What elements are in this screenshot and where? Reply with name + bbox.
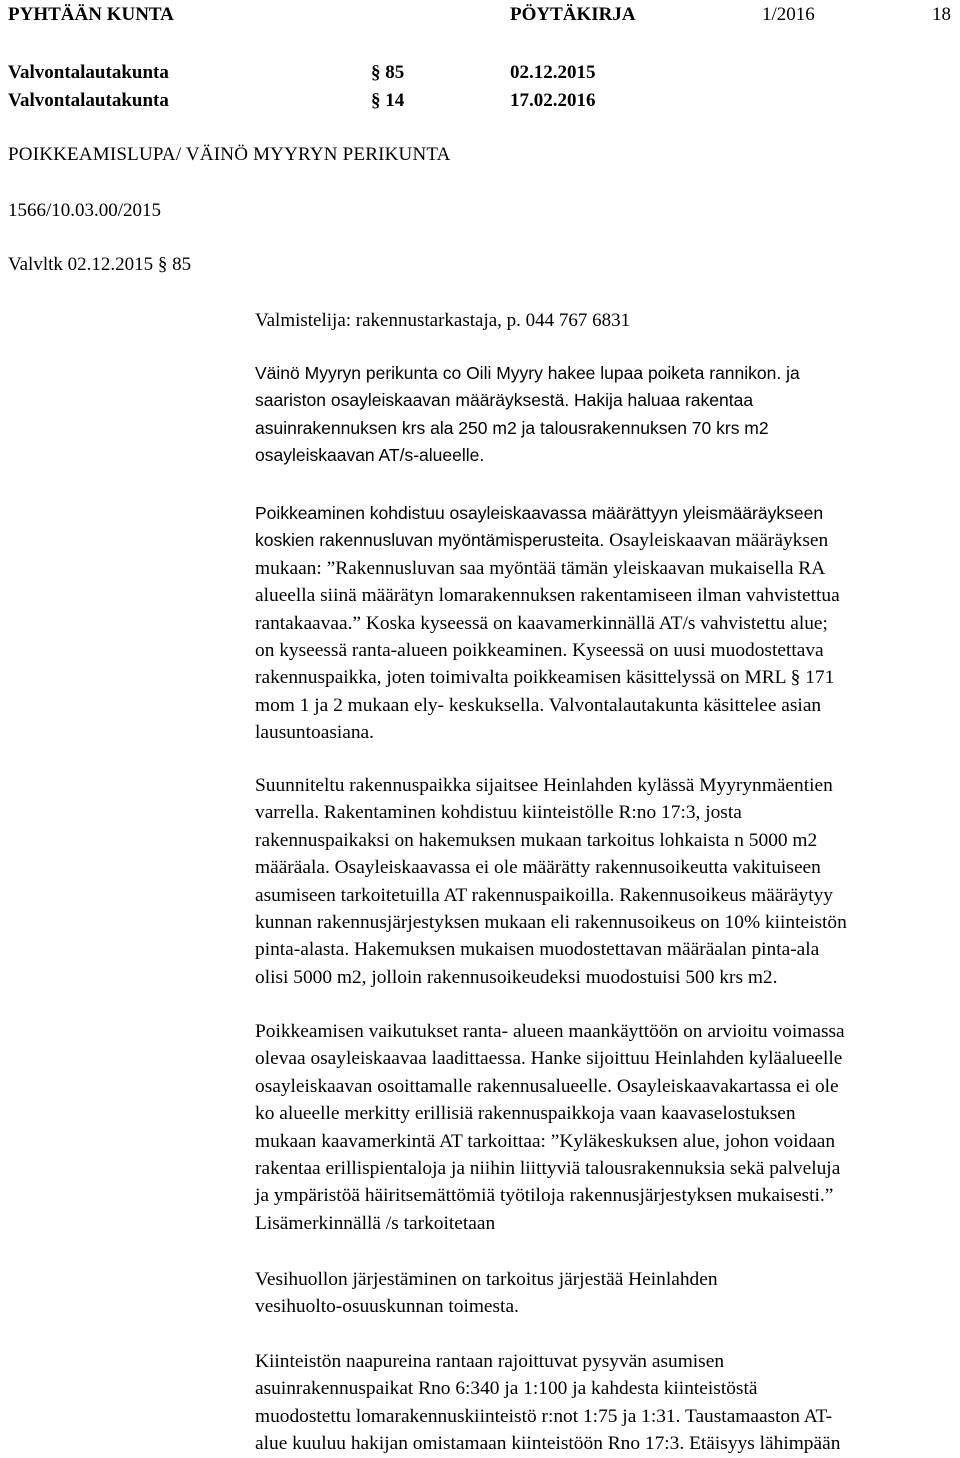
paragraph-line: mom 1 ja 2 mukaan ely- keskuksella. Valvontalautakunta käsittelee asian <box>255 694 822 716</box>
document-number: 1/2016 <box>762 4 815 25</box>
meeting-section-2: § 14 <box>371 90 405 111</box>
document-title: POIKKEAMISLUPA/ VÄINÖ MYYRYN PERIKUNTA <box>8 144 451 165</box>
paragraph-line: ja ympäristöä häiritsemättömiä työtiloja rakennusjärjestyksen mukaisesti.” <box>255 1185 834 1207</box>
paragraph-line: lausuntoasiana. <box>255 722 375 744</box>
meeting-board-2: Valvontalautakunta <box>8 90 169 111</box>
paragraph-line: varrella. Rakentaminen kohdistuu kiinteistölle R:no 17:3, josta <box>255 802 742 824</box>
paragraph-3 <box>255 772 960 991</box>
paragraph-line-part: koskien rakennusluvan myöntämisperusteita. <box>255 530 605 551</box>
municipality-name: PYHTÄÄN KUNTA <box>8 4 174 25</box>
paragraph-line: ko alueelle merkitty erillisiä rakennuspaikkoja vaan kaavaselostuksen <box>255 1103 796 1125</box>
paragraph-4 <box>255 1018 960 1237</box>
paragraph-line: Suunniteltu rakennuspaikka sijaitsee Heinlahden kylässä Myyrynmäentien <box>255 775 833 796</box>
case-number: 1566/10.03.00/2015 <box>8 200 162 221</box>
meeting-board-1: Valvontalautakunta <box>8 62 169 83</box>
paragraph-1 <box>255 360 960 470</box>
paragraph-line: asumiseen tarkoitetuilla AT rakennuspaikoilla. Rakennusoikeus määräytyy <box>255 884 833 906</box>
paragraph-line: rantakaavaa.” Koska kyseessä on kaavamerkinnällä AT/s vahvistettu alue; <box>255 612 828 634</box>
paragraph-line: saariston osayleiskaavan määräyksestä. Hakija haluaa rakentaa <box>255 390 754 411</box>
paragraph-line: on kyseessä ranta-alueen poikkeaminen. Kyseessä on uusi muodostettava <box>255 640 824 662</box>
page-number: 18 <box>932 4 951 25</box>
paragraph-line: rakentaa erillispientaloja ja niihin liittyviä talousrakennuksia sekä palveluja <box>255 1158 841 1180</box>
paragraph-5 <box>255 1266 960 1321</box>
paragraph-line: olisi 5000 m2, jolloin rakennusoikeudeksi muodostuisi 500 krs m2. <box>255 966 778 988</box>
paragraph-line: vesihuolto-osuuskunnan toimesta. <box>255 1296 519 1318</box>
paragraph-line: mukaan kaavamerkintä AT tarkoittaa: ”Kyläkeskuksen alue, johon voidaan <box>255 1130 836 1152</box>
paragraph-line: rakennuspaikka, joten toimivalta poikkeamisen käsittelyssä on MRL § 171 <box>255 667 835 689</box>
paragraph-line-part: Osayleiskaavan määräyksen <box>609 530 829 552</box>
paragraph-line: Kiinteistön naapureina rantaan rajoittuvat pysyvän asumisen <box>255 1351 725 1372</box>
paragraph-line: asuinrakennuksen krs ala 250 m2 ja talousrakennuksen 70 krs m2 <box>255 417 769 438</box>
paragraph-6 <box>255 1348 960 1458</box>
paragraph-line: mukaan: ”Rakennusluvan saa myöntää tämän yleiskaavan mukaisella RA <box>255 557 826 579</box>
paragraph-line: olevaa osayleiskaavaa laadittaessa. Hanke sijoittuu Heinlahden kyläalueelle <box>255 1048 843 1070</box>
paragraph-line: Lisämerkinnällä /s tarkoitetaan <box>255 1212 496 1234</box>
meeting-date-2: 17.02.2016 <box>510 90 596 111</box>
preparer: Valmistelija: rakennustarkastaja, p. 044 767 6831 <box>255 310 631 331</box>
paragraph-line: Väinö Myyryn perikunta co Oili Myyry hakee lupaa poiketa rannikon. ja <box>255 363 800 383</box>
paragraph-line: Vesihuollon järjestäminen on tarkoitus järjestää Heinlahden <box>255 1269 718 1290</box>
paragraph-line: määräala. Osayleiskaavassa ei ole määrätty rakennusoikeutta vakituiseen <box>255 857 821 879</box>
paragraph-line: osayleiskaavan osoittamalle rakennusalueelle. Osayleiskaavakartassa ei ole <box>255 1075 839 1097</box>
paragraph-line: Poikkeamisen vaikutukset ranta- alueen maankäyttöön on arvioitu voimassa <box>255 1021 845 1042</box>
reference: Valvltk 02.12.2015 § 85 <box>8 254 192 275</box>
paragraph-line: asuinrakennuspaikat Rno 6:340 ja 1:100 ja kahdesta kiinteistöstä <box>255 1378 758 1400</box>
paragraph-line <box>255 527 960 554</box>
paragraph-line: pinta-alasta. Hakemuksen mukaisen muodostettavan määräalan pinta-ala <box>255 939 820 961</box>
paragraph-line: muodostettu lomarakennuskiinteistö r:not 1:75 ja 1:31. Taustamaaston AT- <box>255 1405 833 1427</box>
meeting-date-1: 02.12.2015 <box>510 62 596 83</box>
paragraph-line: osayleiskaavan AT/s-alueelle. <box>255 445 485 466</box>
paragraph-line: rakennuspaikaksi on hakemuksen mukaan tarkoitus lohkaista n 5000 m2 <box>255 829 818 851</box>
paragraph-2 <box>255 500 960 747</box>
paragraph-line: alueella siinä määrätyn lomarakennuksen rakentamiseen ilman vahvistettua <box>255 585 840 607</box>
document-type: PÖYTÄKIRJA <box>510 4 636 25</box>
paragraph-line: kunnan rakennusjärjestyksen mukaan eli rakennusoikeus on 10% kiinteistön <box>255 912 847 934</box>
paragraph-line: alue kuuluu hakijan omistamaan kiinteistöön Rno 17:3. Etäisyys lähimpään <box>255 1433 841 1455</box>
meeting-section-1: § 85 <box>371 62 405 83</box>
paragraph-line: Poikkeaminen kohdistuu osayleiskaavassa määrättyyn yleismääräykseen <box>255 503 824 523</box>
